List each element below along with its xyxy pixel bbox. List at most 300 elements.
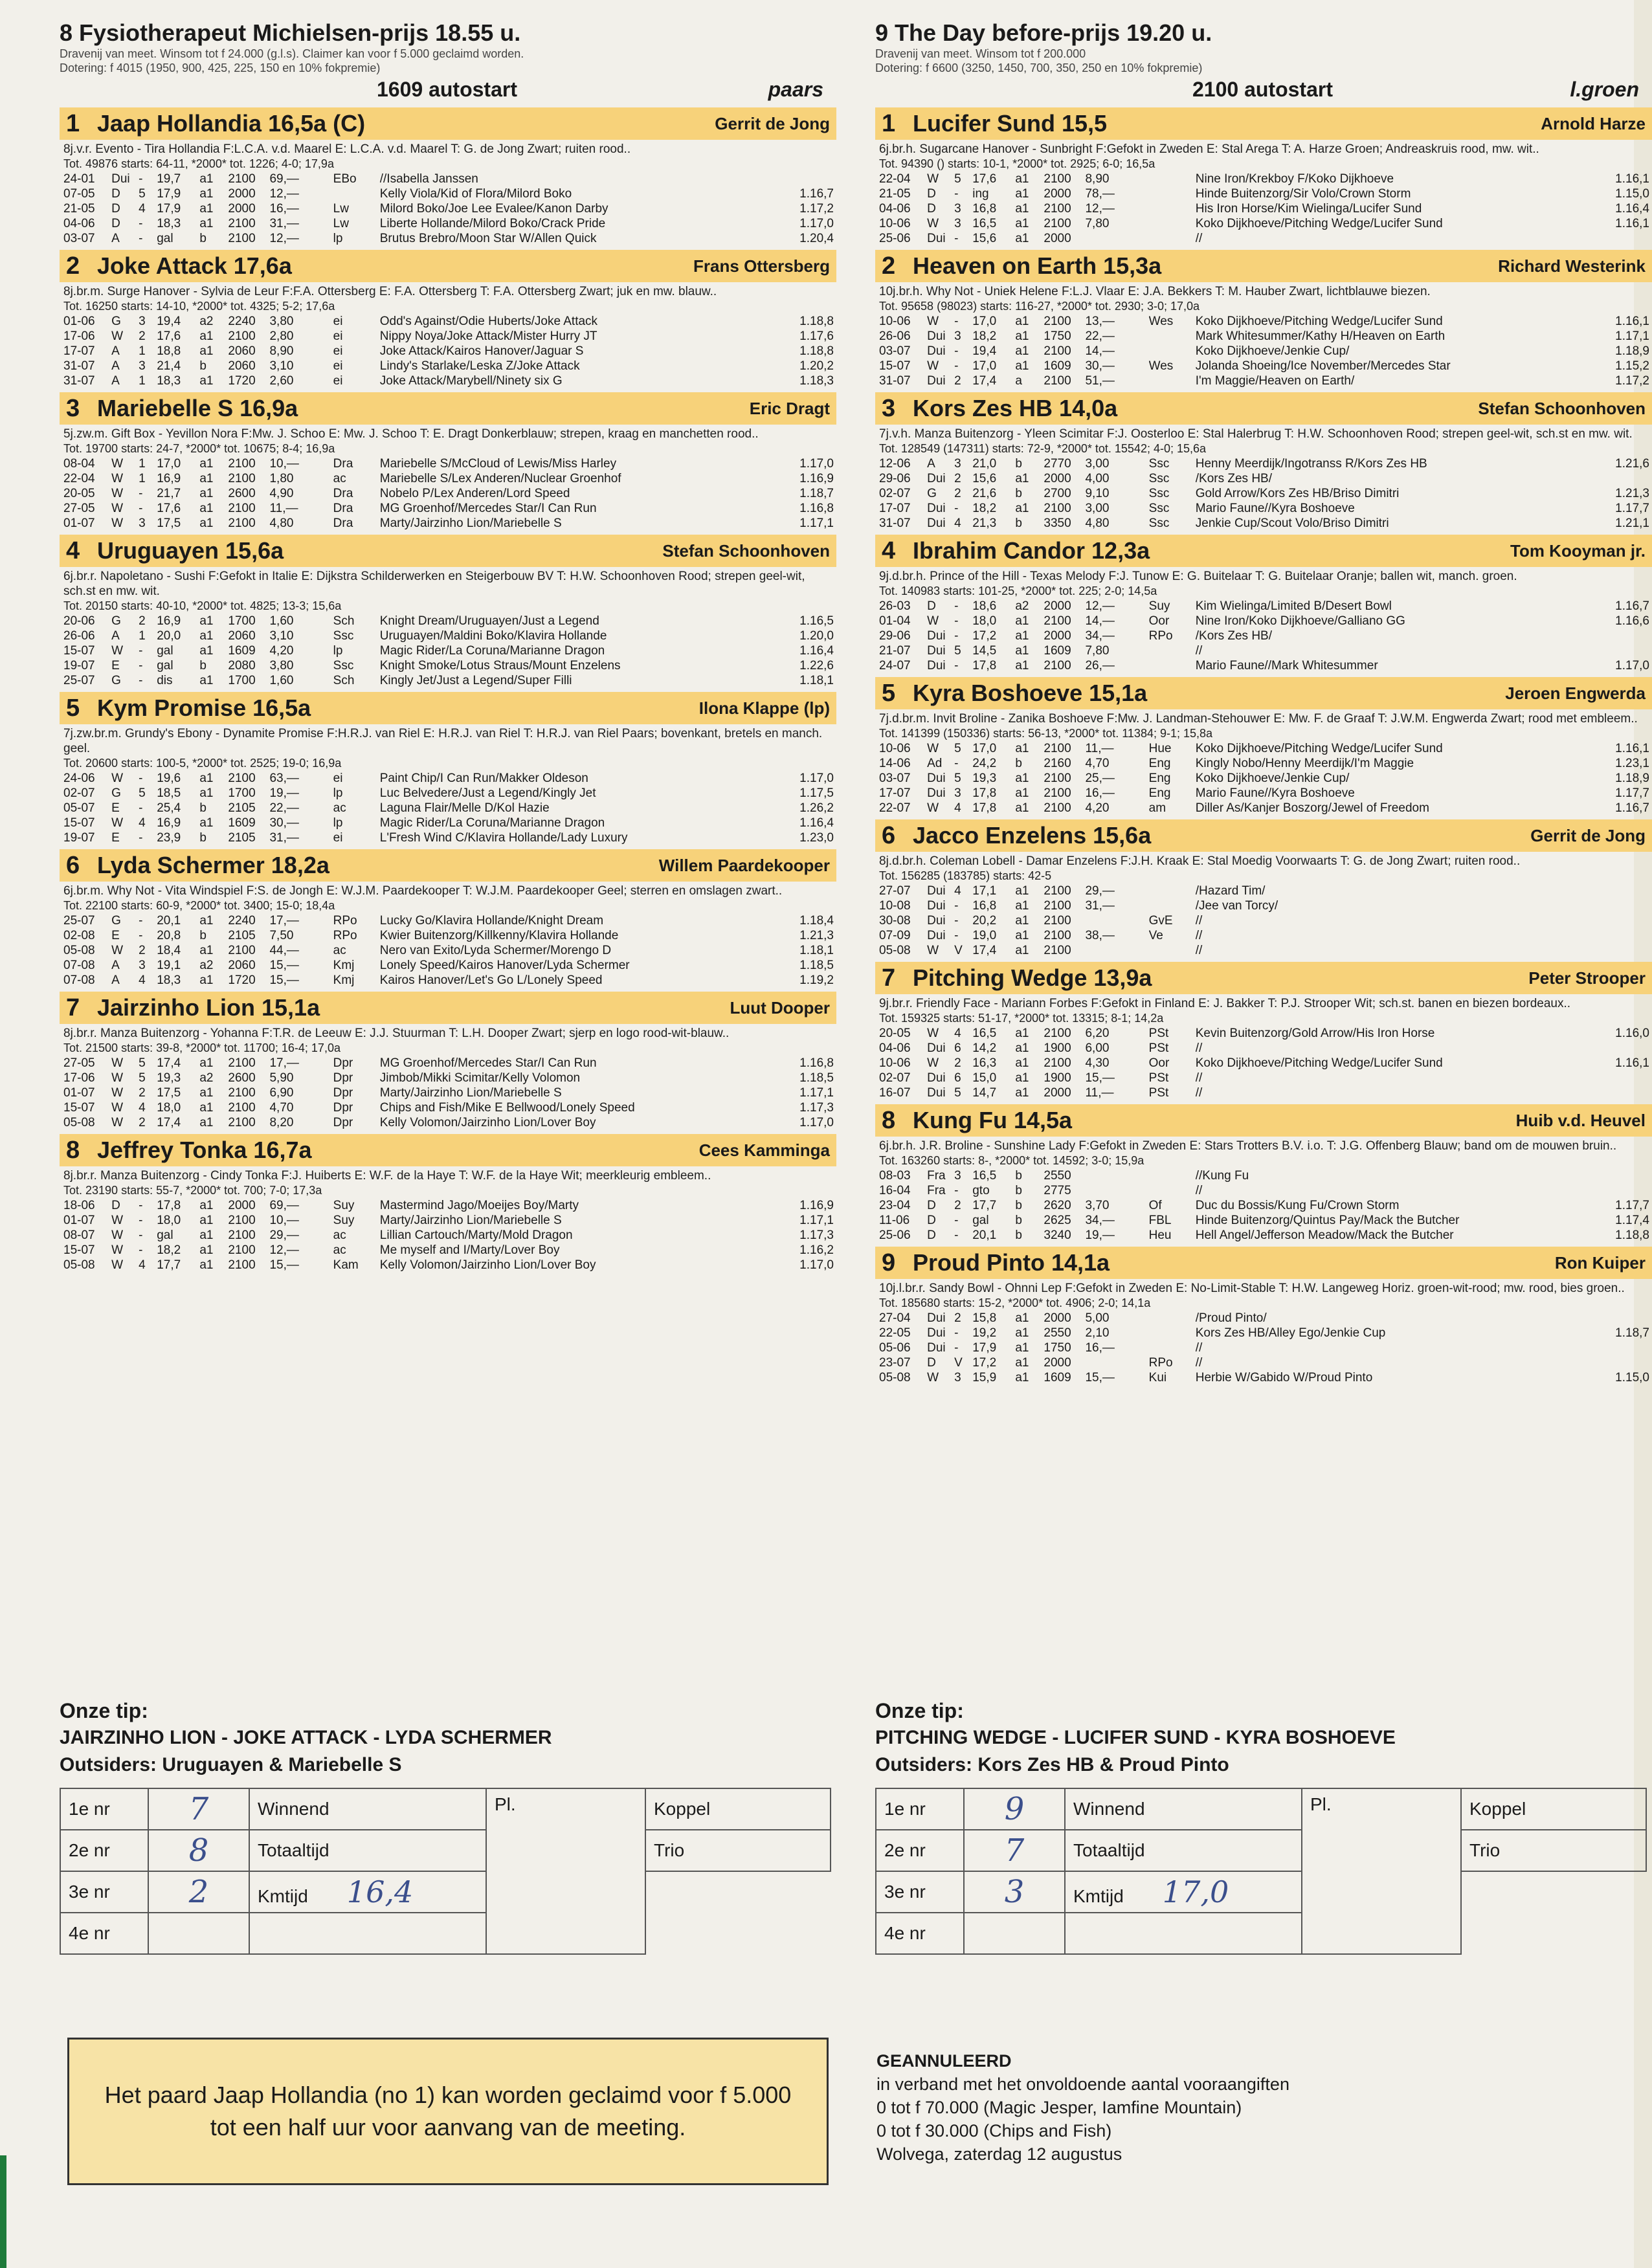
result-cell: 2000 bbox=[1044, 599, 1071, 613]
result-cell: a1 bbox=[1015, 1371, 1029, 1384]
result-cell: 17,6 bbox=[157, 329, 181, 343]
result-cell: /Kors Zes HB/ bbox=[1195, 629, 1272, 643]
result-cell: 3,80 bbox=[269, 315, 294, 328]
result-cell: 2100 bbox=[228, 1214, 256, 1227]
result-cell: a1 bbox=[199, 1258, 214, 1272]
result-cell: a1 bbox=[1015, 772, 1029, 785]
result-cell: RPo bbox=[333, 914, 357, 928]
results-table bbox=[63, 913, 834, 988]
result-cell: W bbox=[111, 457, 124, 471]
result-cell: Gold Arrow/Kors Zes HB/Briso Dimitri bbox=[1195, 487, 1400, 500]
result-cell: 08-03 bbox=[879, 1169, 911, 1183]
result-cell: V bbox=[954, 944, 963, 957]
result-cell: 15,— bbox=[269, 1258, 299, 1272]
horse-driver: Gerrit de Jong bbox=[1530, 825, 1646, 845]
result-cell: a1 bbox=[1015, 801, 1029, 815]
result-cell: W bbox=[927, 359, 939, 373]
result-cell: W bbox=[111, 1086, 124, 1100]
result-cell: 22-07 bbox=[879, 801, 911, 815]
cancelled-races bbox=[876, 2049, 1621, 2166]
table-row bbox=[63, 1213, 834, 1228]
result-cell: 17-06 bbox=[63, 329, 95, 343]
result-cell: 24-07 bbox=[879, 659, 911, 673]
result-cell: W bbox=[111, 1243, 124, 1257]
result-cell: a1 bbox=[199, 1243, 214, 1257]
result-cell: 25-07 bbox=[63, 914, 95, 928]
result-cell bbox=[1085, 1355, 1148, 1370]
result-cell: - bbox=[954, 629, 959, 643]
result-cell: 15,— bbox=[269, 973, 299, 987]
result-cell: 2060 bbox=[228, 959, 256, 972]
result-cell: 1.21,3 bbox=[1615, 487, 1649, 500]
table-row bbox=[879, 186, 1649, 201]
result-cell: a1 bbox=[199, 816, 214, 830]
result-cell: - bbox=[139, 929, 143, 942]
result-cell: Ve bbox=[1148, 929, 1163, 942]
table-row bbox=[63, 373, 834, 388]
horse-entry bbox=[60, 849, 836, 988]
horse-pedigree-text: 8j.br.r. Manza Buitenzorg - Yohanna F:T.R. de Leeuw E: J.J. Stuurman T: L.H. Dooper Zwart; sjerp en logo rood-wit-blauw.. bbox=[63, 1027, 730, 1040]
result-cell: Ssc bbox=[1148, 517, 1170, 530]
result-cell: 10-06 bbox=[879, 1056, 911, 1070]
result-cell: //Isabella Janssen bbox=[379, 172, 478, 186]
result-cell: - bbox=[139, 1228, 143, 1242]
result-cell: 19,4 bbox=[157, 315, 181, 328]
table-row bbox=[63, 516, 834, 531]
race-conditions: Dravenij van meet. Winsom tot f 24.000 (g.l.s). Claimer kan voor f 5.000 geclaimd worden. bbox=[60, 47, 524, 60]
result-cell: 29-06 bbox=[879, 629, 911, 643]
result-cell bbox=[1149, 1340, 1196, 1355]
result-cell: 2240 bbox=[228, 315, 256, 328]
horse-pedigree-text: 8j.br.r. Manza Buitenzorg - Cindy Tonka F:J. Huiberts E: W.F. de la Haye T: W.F. de la Haye Wit; meerkleurig embleem.. bbox=[63, 1169, 711, 1183]
result-cell: 4 bbox=[954, 517, 961, 530]
result-cell: 2100 bbox=[228, 1228, 256, 1242]
result-cell: 2100 bbox=[228, 944, 256, 957]
result-cell: 18,6 bbox=[972, 599, 997, 613]
result-cell: ing bbox=[972, 187, 989, 201]
result-cell: Nero van Exito/Lyda Schermer/Morengo D bbox=[379, 944, 612, 957]
table-row bbox=[63, 471, 834, 486]
table-row bbox=[63, 973, 834, 988]
result-cell: 1.20,4 bbox=[799, 232, 834, 245]
result-cell bbox=[1149, 216, 1196, 231]
result-cell: a2 bbox=[199, 959, 214, 972]
result-form bbox=[60, 1788, 831, 1955]
result-cell: 21,4 bbox=[157, 359, 181, 373]
horse-name: Jairzinho Lion 15,1a bbox=[97, 994, 320, 1021]
table-row bbox=[63, 1243, 834, 1258]
result-cell: Dpr bbox=[333, 1086, 353, 1100]
result-cell: Kelly Viola/Kid of Flora/Milord Boko bbox=[379, 187, 572, 201]
result-cell: Mariebelle S/Lex Anderen/Nuclear Groenhof bbox=[379, 472, 621, 485]
result-cell: Dui bbox=[927, 329, 946, 343]
result-cell: a1 bbox=[1015, 472, 1029, 485]
result-cell: 21-05 bbox=[879, 187, 911, 201]
result-cell: 1 bbox=[139, 457, 146, 471]
result-cell: 1.18,8 bbox=[799, 344, 834, 358]
result-cell: 2160 bbox=[1044, 757, 1071, 770]
result-cell: Dra bbox=[333, 517, 353, 530]
result-cell: 1.21,6 bbox=[1615, 457, 1649, 471]
result-cell: a1 bbox=[1015, 1071, 1029, 1085]
result-cell: W bbox=[111, 644, 124, 658]
result-cell: Jenkie Cup/Scout Volo/Briso Dimitri bbox=[1195, 517, 1389, 530]
result-cell: 2550 bbox=[1044, 1326, 1071, 1340]
result-cell bbox=[1085, 231, 1148, 246]
horse-name: Lucifer Sund 15,5 bbox=[913, 110, 1108, 137]
result-cell: Magic Rider/La Coruna/Marianne Dragon bbox=[379, 644, 605, 658]
result-cell: 3 bbox=[139, 959, 146, 972]
result-cell: 1.18,1 bbox=[799, 674, 834, 687]
result-cell: 4,20 bbox=[1085, 801, 1110, 815]
result-cell: 1 bbox=[139, 472, 146, 485]
result-cell: 2620 bbox=[1044, 1199, 1071, 1212]
result-cell: 22,— bbox=[269, 801, 299, 815]
horse-pedigree-text: 10j.l.br.r. Sandy Bowl - Ohnni Lep F:Gefokt in Zweden E: No-Limit-Stable T: H.W. Langeweg Horiz. groen-wit-rood; mw. rood, bies groen.. bbox=[879, 1282, 1625, 1295]
result-cell: Dui bbox=[927, 786, 946, 800]
result-cell: 5 bbox=[954, 172, 961, 186]
result-cell: - bbox=[954, 1228, 959, 1242]
result-cell: 03-07 bbox=[879, 344, 911, 358]
result-cell: 2000 bbox=[228, 187, 256, 201]
horse-entry bbox=[875, 107, 1652, 246]
result-cell: 27-07 bbox=[879, 884, 911, 898]
table-row bbox=[879, 786, 1649, 801]
result-cell: a1 bbox=[199, 502, 214, 515]
result-cell: a1 bbox=[1015, 1027, 1029, 1040]
result-cell: D bbox=[111, 217, 120, 230]
result-cell: 1.17,0 bbox=[799, 457, 834, 471]
horse-number: 5 bbox=[66, 694, 80, 722]
result-cell: a1 bbox=[1015, 232, 1029, 245]
result-cell bbox=[1149, 1168, 1196, 1183]
result-cell: 15,8 bbox=[972, 1311, 997, 1325]
result-cell: 5 bbox=[139, 786, 146, 800]
table-row bbox=[879, 1056, 1649, 1071]
result-cell: 1.16,5 bbox=[799, 614, 834, 628]
position-label: 3e nr bbox=[60, 1871, 148, 1913]
result-cell: Ssc bbox=[333, 659, 354, 673]
result-cell: a1 bbox=[1015, 884, 1029, 898]
horse-header bbox=[60, 107, 836, 140]
result-cell: 05-06 bbox=[879, 1341, 911, 1355]
result-cell: Mariebelle S/McCloud of Lewis/Miss Harley bbox=[379, 457, 617, 471]
result-cell: 4,70 bbox=[269, 1101, 294, 1115]
result-cell: W bbox=[111, 944, 124, 957]
result-cell: Dui bbox=[927, 517, 946, 530]
result-cell: 4 bbox=[954, 884, 961, 898]
result-cell: 1.16,1 bbox=[1615, 172, 1649, 186]
result-cell: Kam bbox=[333, 1258, 359, 1272]
form-row bbox=[876, 1871, 1646, 1913]
result-cell: 14-06 bbox=[879, 757, 911, 770]
result-cell: a1 bbox=[1015, 217, 1029, 230]
result-cell bbox=[1149, 943, 1196, 958]
result-cell: E bbox=[111, 801, 120, 815]
result-cell: 31-07 bbox=[63, 374, 95, 388]
result-cell bbox=[769, 172, 834, 186]
table-row bbox=[63, 673, 834, 688]
result-cell: G bbox=[111, 674, 121, 687]
result-cell: 17,9 bbox=[972, 1341, 997, 1355]
result-cell: W bbox=[927, 614, 939, 628]
form-category-label: Winnend bbox=[1073, 1799, 1145, 1819]
result-cell: 2550 bbox=[1044, 1169, 1071, 1183]
result-cell: 2100 bbox=[228, 217, 256, 230]
result-cell: 13,— bbox=[1085, 315, 1115, 328]
result-cell: a1 bbox=[199, 329, 214, 343]
result-cell: Dra bbox=[333, 502, 353, 515]
table-row bbox=[63, 801, 834, 816]
horse-driver: Cees Kamminga bbox=[698, 1140, 830, 1160]
result-cell: 10,— bbox=[269, 457, 299, 471]
result-cell: b bbox=[199, 929, 206, 942]
result-cell bbox=[1085, 913, 1148, 928]
result-cell: 17,4 bbox=[972, 374, 997, 388]
result-cell: 1.16,7 bbox=[1615, 599, 1649, 613]
result-cell: a1 bbox=[1015, 786, 1029, 800]
result-cell: 21,3 bbox=[972, 517, 997, 530]
result-cell: 2100 bbox=[1044, 659, 1071, 673]
result-cell: 20,0 bbox=[157, 629, 181, 643]
result-cell: 1.23,1 bbox=[1615, 757, 1649, 770]
table-row bbox=[63, 643, 834, 658]
results-table bbox=[879, 1311, 1649, 1385]
horse-header bbox=[875, 962, 1652, 994]
race-start-row bbox=[875, 75, 1652, 104]
horse-header bbox=[60, 535, 836, 567]
result-cell: 1.16,4 bbox=[1615, 202, 1649, 216]
result-cell: // bbox=[1195, 914, 1203, 928]
result-cell: // bbox=[1195, 1086, 1203, 1100]
result-cell: - bbox=[954, 757, 959, 770]
result-cell: 19,3 bbox=[972, 772, 997, 785]
result-cell: 4 bbox=[954, 801, 961, 815]
result-cell: a1 bbox=[1015, 742, 1029, 755]
result-cell: a1 bbox=[199, 1214, 214, 1227]
result-cell: 22-05 bbox=[879, 1326, 911, 1340]
result-cell: 4,00 bbox=[1085, 472, 1110, 485]
result-cell: Dpr bbox=[333, 1056, 353, 1070]
horse-pedigree-text: 6j.br.r. Napoletano - Sushi F:Gefokt in Italie E: Dijkstra Schilderwerken en Steigerbouw BV T: H.W. Schoonhoven Rood; strepen geel-wit, sch.st en mw. wit. bbox=[63, 570, 805, 598]
result-cell: 31-07 bbox=[63, 359, 95, 373]
horse-number: 7 bbox=[882, 964, 896, 992]
result-cell bbox=[1585, 231, 1649, 246]
result-cell: D bbox=[927, 1228, 936, 1242]
table-row bbox=[63, 1071, 834, 1085]
result-cell: 3 bbox=[139, 517, 146, 530]
result-cell: 21-05 bbox=[63, 202, 95, 216]
horse-totals: Tot. 159325 starts: 51-17, *2000* tot. 13315; 8-1; 14,2a bbox=[879, 1012, 1164, 1025]
horse-pedigree-text: 9j.br.r. Friendly Face - Mariann Forbes F:Gefokt in Finland E: J. Bakker T: P.J. Strooper Wit; sch.st. banen en biezen bordeaux.. bbox=[879, 997, 1571, 1010]
result-cell: 2,80 bbox=[269, 329, 294, 343]
result-cell: 10-06 bbox=[879, 217, 911, 230]
result-cell: 19,4 bbox=[972, 344, 997, 358]
result-cell: Chips and Fish/Mike E Bellwood/Lonely Speed bbox=[379, 1101, 635, 1115]
result-cell: - bbox=[954, 599, 959, 613]
result-cell: 30-08 bbox=[879, 914, 911, 928]
horse-pedigree bbox=[60, 140, 836, 172]
result-cell: A bbox=[111, 344, 120, 358]
result-cell: 20,8 bbox=[157, 929, 181, 942]
result-cell: - bbox=[139, 831, 143, 845]
table-row bbox=[879, 741, 1649, 756]
result-cell: D bbox=[927, 1199, 936, 1212]
result-cell: /Hazard Tim/ bbox=[1195, 884, 1266, 898]
result-cell: I'm Maggie/Heaven on Earth/ bbox=[1195, 374, 1355, 388]
result-cell: Dui bbox=[927, 899, 946, 913]
result-cell: 20-05 bbox=[879, 1027, 911, 1040]
result-cell: 1.17,0 bbox=[799, 1258, 834, 1272]
result-cell: a1 bbox=[199, 487, 214, 500]
table-row bbox=[879, 1041, 1649, 1056]
result-cell: - bbox=[139, 1214, 143, 1227]
result-cell bbox=[1149, 231, 1196, 246]
table-row bbox=[63, 501, 834, 516]
result-cell: 1609 bbox=[1044, 644, 1071, 658]
result-cell: - bbox=[954, 187, 959, 201]
table-row bbox=[879, 658, 1649, 673]
horse-pedigree-text: 7j.d.br.m. Invit Broline - Zanika Boshoeve F:Mw. J. Landman-Stehouwer E: Mw. F. de Graaf T: J.W.M. Engwerda Zwart; rood met embleem.. bbox=[879, 712, 1638, 726]
result-cell: // bbox=[1195, 1356, 1203, 1370]
result-cell: 27-04 bbox=[879, 1311, 911, 1325]
horse-driver: Gerrit de Jong bbox=[715, 113, 830, 133]
result-cell bbox=[1149, 658, 1196, 673]
result-cell: 17,7 bbox=[972, 1199, 997, 1212]
result-cell: 30,— bbox=[269, 816, 299, 830]
horse-name: Kors Zes HB 14,0a bbox=[913, 395, 1118, 421]
horse-driver: Tom Kooyman jr. bbox=[1510, 540, 1646, 561]
result-cell: Koko Dijkhoeve/Pitching Wedge/Lucifer Sund bbox=[1195, 315, 1443, 328]
result-cell: D bbox=[111, 202, 120, 216]
result-cell: Magic Rider/La Coruna/Marianne Dragon bbox=[379, 816, 605, 830]
table-row bbox=[879, 628, 1649, 643]
table-row bbox=[63, 201, 834, 216]
result-cell: 11,— bbox=[269, 502, 298, 515]
result-cell: ac bbox=[333, 472, 346, 485]
result-cell: 1.16,0 bbox=[1615, 1027, 1649, 1040]
result-cell: RPo bbox=[1148, 629, 1173, 643]
horse-driver: Stefan Schoonhoven bbox=[1478, 398, 1646, 418]
table-row bbox=[63, 359, 834, 373]
result-cell: 69,— bbox=[269, 1199, 299, 1212]
result-cell: 1.17,0 bbox=[799, 1116, 834, 1129]
result-cell: //Kung Fu bbox=[1195, 1169, 1249, 1183]
result-cell bbox=[1585, 898, 1649, 913]
result-cell: 12,— bbox=[269, 232, 299, 245]
form-category-label: Totaaltijd bbox=[258, 1840, 329, 1860]
result-cell: 19,1 bbox=[157, 959, 181, 972]
result-cell: Me myself and I/Marty/Lover Boy bbox=[379, 1243, 560, 1257]
result-cell: 25-06 bbox=[879, 232, 911, 245]
table-row bbox=[879, 329, 1649, 344]
result-cell: 19,0 bbox=[972, 929, 997, 942]
result-cell: 17,2 bbox=[972, 629, 997, 643]
result-cell: 78,— bbox=[1085, 187, 1115, 201]
result-cell: - bbox=[954, 1341, 959, 1355]
table-row bbox=[63, 329, 834, 344]
result-cell: 25-07 bbox=[63, 674, 95, 687]
result-cell: 69,— bbox=[269, 172, 299, 186]
result-cell: E bbox=[111, 831, 120, 845]
result-cell bbox=[1585, 628, 1649, 643]
table-row bbox=[63, 943, 834, 958]
result-cell: 1900 bbox=[1044, 1071, 1071, 1085]
result-cell: 18,0 bbox=[972, 614, 997, 628]
result-cell: W bbox=[111, 1214, 124, 1227]
result-cell: 1.16,8 bbox=[799, 502, 834, 515]
result-cell: 1.16,4 bbox=[799, 816, 834, 830]
result-cell: 1.17,7 bbox=[1615, 502, 1649, 515]
handwritten-number: 3 bbox=[964, 1871, 1065, 1913]
result-cell: 18,2 bbox=[972, 502, 997, 515]
result-cell: 2,60 bbox=[269, 374, 294, 388]
result-cell: 6 bbox=[954, 1041, 961, 1055]
result-cell bbox=[1149, 344, 1196, 359]
result-cell: 2000 bbox=[1044, 472, 1071, 485]
form-row bbox=[876, 1830, 1646, 1871]
result-cell: Eng bbox=[1148, 772, 1171, 785]
result-cell: 1.15,2 bbox=[1615, 359, 1649, 373]
table-row bbox=[63, 486, 834, 501]
result-cell: Koko Dijkhoeve/Pitching Wedge/Lucifer Sund bbox=[1195, 742, 1443, 755]
result-cell: 3 bbox=[139, 359, 146, 373]
result-cell: 3350 bbox=[1044, 517, 1071, 530]
race-title: 8 Fysiotherapeut Michielsen-prijs 18.55 u. bbox=[60, 19, 521, 46]
result-cell: 2000 bbox=[1044, 1086, 1071, 1100]
result-cell: 20,1 bbox=[972, 1228, 997, 1242]
result-cell: 4,30 bbox=[1085, 1056, 1110, 1070]
result-cell: a1 bbox=[199, 973, 214, 987]
result-cell: Herbie W/Gabido W/Proud Pinto bbox=[1195, 1371, 1373, 1384]
result-cell: Eng bbox=[1148, 786, 1171, 800]
result-cell: 2100 bbox=[1044, 899, 1071, 913]
horse-driver: Jeroen Engwerda bbox=[1505, 683, 1646, 703]
result-cell: 19,— bbox=[269, 786, 299, 800]
result-cell: a1 bbox=[199, 217, 214, 230]
table-row bbox=[879, 928, 1649, 943]
result-cell: 2 bbox=[954, 487, 961, 500]
table-row bbox=[879, 344, 1649, 359]
result-cell: 21,7 bbox=[157, 487, 181, 500]
result-cell: 05-08 bbox=[63, 1116, 95, 1129]
horse-number: 4 bbox=[882, 537, 896, 564]
result-cell bbox=[1149, 898, 1196, 913]
result-cell: 8,90 bbox=[1085, 172, 1110, 186]
result-cell: 21,6 bbox=[972, 487, 997, 500]
result-cell: 2100 bbox=[228, 1258, 256, 1272]
result-cell: D bbox=[927, 187, 936, 201]
result-cell: 12,— bbox=[1085, 202, 1115, 216]
result-cell: 1700 bbox=[228, 786, 256, 800]
result-cell: 34,— bbox=[1085, 1214, 1115, 1227]
result-cell: 17,8 bbox=[157, 1199, 181, 1212]
result-cell: 1.20,2 bbox=[799, 359, 834, 373]
result-cell: 1.18,3 bbox=[799, 374, 834, 388]
result-cell: 2770 bbox=[1044, 457, 1071, 471]
result-cell: a1 bbox=[199, 1228, 214, 1242]
horse-pedigree bbox=[875, 709, 1652, 741]
result-cell: 1.16,4 bbox=[799, 644, 834, 658]
result-cell: Lillian Cartouch/Marty/Mold Dragon bbox=[379, 1228, 573, 1242]
result-cell: PSt bbox=[1148, 1027, 1169, 1040]
table-row bbox=[63, 216, 834, 231]
result-cell: 14,7 bbox=[972, 1086, 997, 1100]
result-cell: 1.19,2 bbox=[799, 973, 834, 987]
result-cell: Kairos Hanover/Let's Go L/Lonely Speed bbox=[379, 973, 603, 987]
result-cell: 21,0 bbox=[972, 457, 997, 471]
result-cell: 1.17,2 bbox=[1615, 374, 1649, 388]
